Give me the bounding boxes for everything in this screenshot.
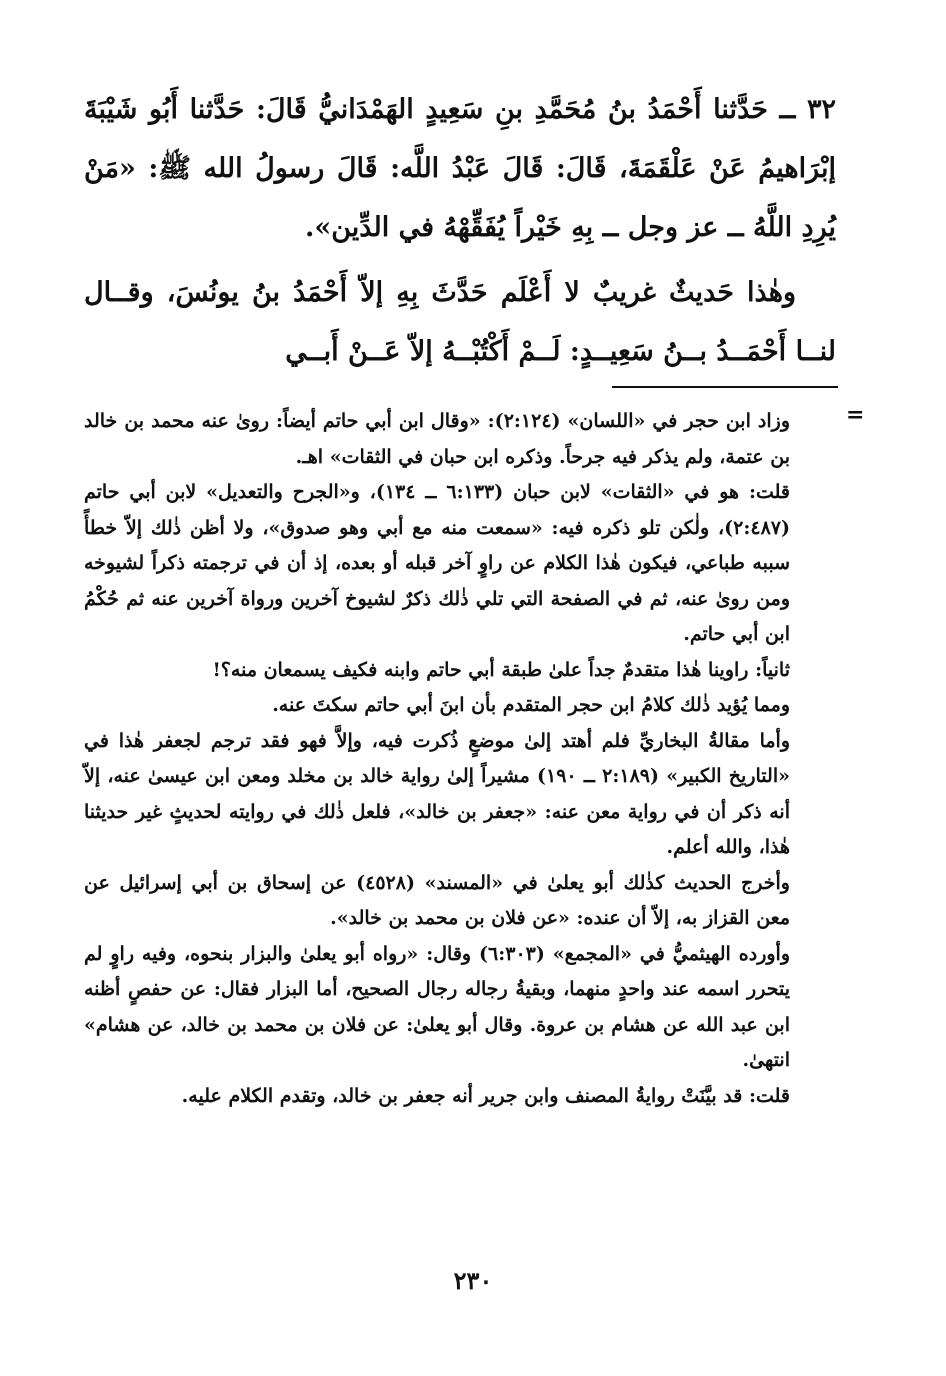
footnote-paragraph: وأخرج الحديث كذٰلك أبو يعلىٰ في «المسند» (٤٥٢٨) عن إسحاق بن أبي إسرائيل عن معن القزاز به، إلاّ أن عنده: «عن فلان بن محمد بن خالد». — [84, 871, 790, 929]
main-text — [84, 80, 836, 381]
footnote-separator — [612, 386, 838, 388]
footnote-paragraph: وأما مقالةُ البخاريِّ فلم أهتد إلىٰ موضعٍ ذُكرت فيه، وإلاَّ فهو فقد ترجم لجعفر هٰذا في «التاريخ الكبير» (٢:١٨٩ ــ ١٩٠) مشيراً إلىٰ رواية خالد بن مخلد ومعن ابن عيسىٰ عنه، إلاّ أنه ذكر أن في رواية معن عنه: «جعفر بن خالد»، فلعل ذٰلك في روايته لحديثٍ غير حديثنا هٰذا، والله أعلم. — [84, 729, 790, 858]
footnote-paragraph: وزاد ابن حجر في «اللسان» (٢:١٢٤): «وقال ابن أبي حاتم أيضاً: روىٰ عنه محمد بن خالد بن عتمة، ولم يذكر فيه جرحاً. وذكره ابن حبان في الثقات» اهـ. — [84, 410, 790, 468]
footnote — [84, 404, 790, 1114]
hadith-comment: وهٰذا حَديثٌ غريبٌ لا أَعْلَم حَدَّثَ بِهِ إلاّ أَحْمَدُ بنُ يونُسَ، وقــال لنــا أَحْمَــدُ بــنُ سَعِيــدٍ: لَــمْ أَكْتُبْــهُ إلاّ عَــنْ أَبــي — [84, 277, 836, 367]
footnote-paragraph: ثانياً: راوينا هٰذا متقدمٌ جداً علىٰ طبقة أبي حاتم وابنه فكيف يسمعان منه؟! — [212, 658, 790, 681]
hadith-text: ٣٢ ــ حَدَّثنا أَحْمَدُ بنُ مُحَمَّدِ بنِ سَعِيدٍ الهَمْدَانيُّ قَالَ: حَدَّثنا أَبُو شَيْبَةَ إبْرَاهيمُ عَنْ عَلْقَمَةَ، قَالَ: قَالَ عَبْدُ اللَّه: قَالَ رسولُ الله ﷺ: «مَنْ يُرِدِ اللَّهُ ــ عز وجل ــ بِهِ خَيْراً يُفَقِّهْهُ في الدِّين». — [84, 94, 836, 243]
footnote-paragraph: ومما يُؤيد ذٰلك كلامُ ابن حجر المتقدم بأن ابنَ أبي حاتم سكتَ عنه. — [272, 694, 790, 716]
footnote-paragraph: وأورده الهيثميُّ في «المجمع» (٦:٣٠٣) وقال: «رواه أبو يعلىٰ والبزار بنحوه، وفيه راوٍ لم يتحرر اسمه عند واحدٍ منهما، وبقيةُ رجاله رجال الصحيح، أما البزار فقال: عن حفصٍ أظنه ابن عبد الله عن هشام بن عروة. وقال أبو يعلىٰ: عن فلان بن محمد بن خالد، عن هشام» انتهىٰ. — [84, 942, 790, 1071]
page-number: ٢٣٠ — [453, 1266, 493, 1295]
footnote-paragraph: قلت: هو في «الثقات» لابن حبان (٦:١٣٣ ــ ١٣٤)، و«الجرح والتعديل» لابن أبي حاتم (٢:٤٨٧)، ولٰكن تلو ذكره فيه: «سمعت منه مع أبي وهو صدوق»، ولا أظن ذٰلك إلاّ خطأً سببه طباعي، فيكون هٰذا الكلام عن راوٍ آخر قبله أو بعده، إذ أن في ترجمته ذكراً لشيوخه ومن روىٰ عنه، ثم في الصفحة التي تلي ذٰلك ذكرٌ لشيوخ آخرين ورواة آخرين عنه ثم حُكْمُ ابن أبي حاتم. — [84, 481, 791, 645]
footnote-continuation-mark: = — [846, 402, 865, 428]
footnote-paragraph: قلت: قد بيَّنَتْ روايةُ المصنف وابن جرير أنه جعفر بن خالد، وتقدم الكلام عليه. — [181, 1084, 790, 1107]
